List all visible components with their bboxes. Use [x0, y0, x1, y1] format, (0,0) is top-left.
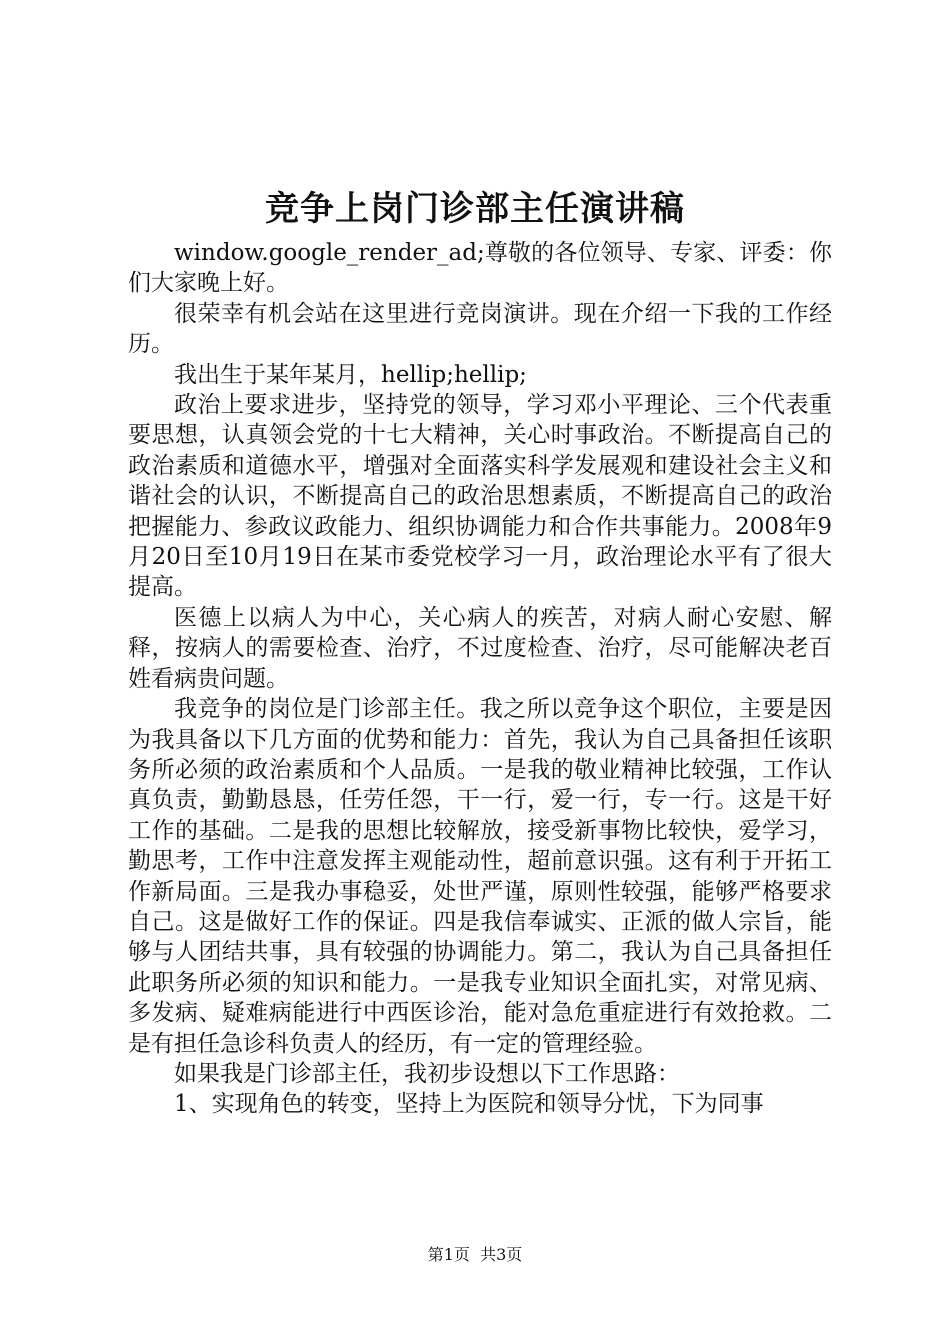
paragraph: 1、实现角色的转变，坚持上为医院和领导分忧，下为同事	[174, 1091, 764, 1118]
paragraph: 政治上要求进步，坚持党的领导，学习邓小平理论、三个代表重要思想，认真领会党的十七大精神，关心时事政治。不断提高自己的政治素质和道德水平，增强对全面落实科学发展观和建设社会主义和谐社会的认识，不断提高自己的政治思想素质，不断提高自己的政治把握能力、参政议政能力、组织协调能力和合作共事能力。2008年9月20日至10月19日在某市委党校学习一月，政治理论水平有了很大提高。	[128, 392, 832, 601]
paragraph: 如果我是门诊部主任，我初步设想以下工作思路：	[174, 1060, 680, 1087]
paragraph: window.google_render_ad;尊敬的各位领导、专家、评委：你们大家晚上好。	[128, 240, 832, 297]
page-footer	[0, 1243, 950, 1267]
page-number: 第1页	[427, 1245, 470, 1264]
document-body	[128, 238, 832, 1120]
footer-spacer	[470, 1245, 480, 1264]
document-title: 竞争上岗门诊部主任演讲稿	[265, 189, 685, 229]
paragraph: 我出生于某年某月，hellip;hellip;	[174, 361, 527, 388]
paragraph: 我竞争的岗位是门诊部主任。我之所以竞争这个职位，主要是因为我具备以下几方面的优势和能力：首先，我认为自己具备担任该职务所必须的政治素质和个人品质。一是我的敬业精神比较强，工作认真负责，勤勤恳恳，任劳任怨，干一行，爱一行，专一行。这是干好工作的基础。二是我的思想比较解放，接受新事物比较快，爱学习，勤思考，工作中注意发挥主观能动性，超前意识强。这有利于开拓工作新局面。三是我办事稳妥，处世严谨，原则性较强，能够严格要求自己。这是做好工作的保证。四是我信奉诚实、正派的做人宗旨，能够与人团结共事，具有较强的协调能力。第二，我认为自己具备担任此职务所必须的知识和能力。一是我专业知识全面扎实，对常见病、多发病、疑难病能进行中西医诊治，能对急危重症进行有效抢救。二是有担任急诊科负责人的经历，有一定的管理经验。	[128, 696, 832, 1057]
paragraph: 很荣幸有机会站在这里进行竞岗演讲。现在介绍一下我的工作经历。	[128, 300, 832, 358]
page-total: 共3页	[480, 1245, 523, 1264]
paragraph: 医德上以病人为中心，关心病人的疾苦，对病人耐心安慰、解释，按病人的需要检查、治疗，不过度检查、治疗，尽可能解决老百姓看病贵问题。	[128, 604, 832, 692]
